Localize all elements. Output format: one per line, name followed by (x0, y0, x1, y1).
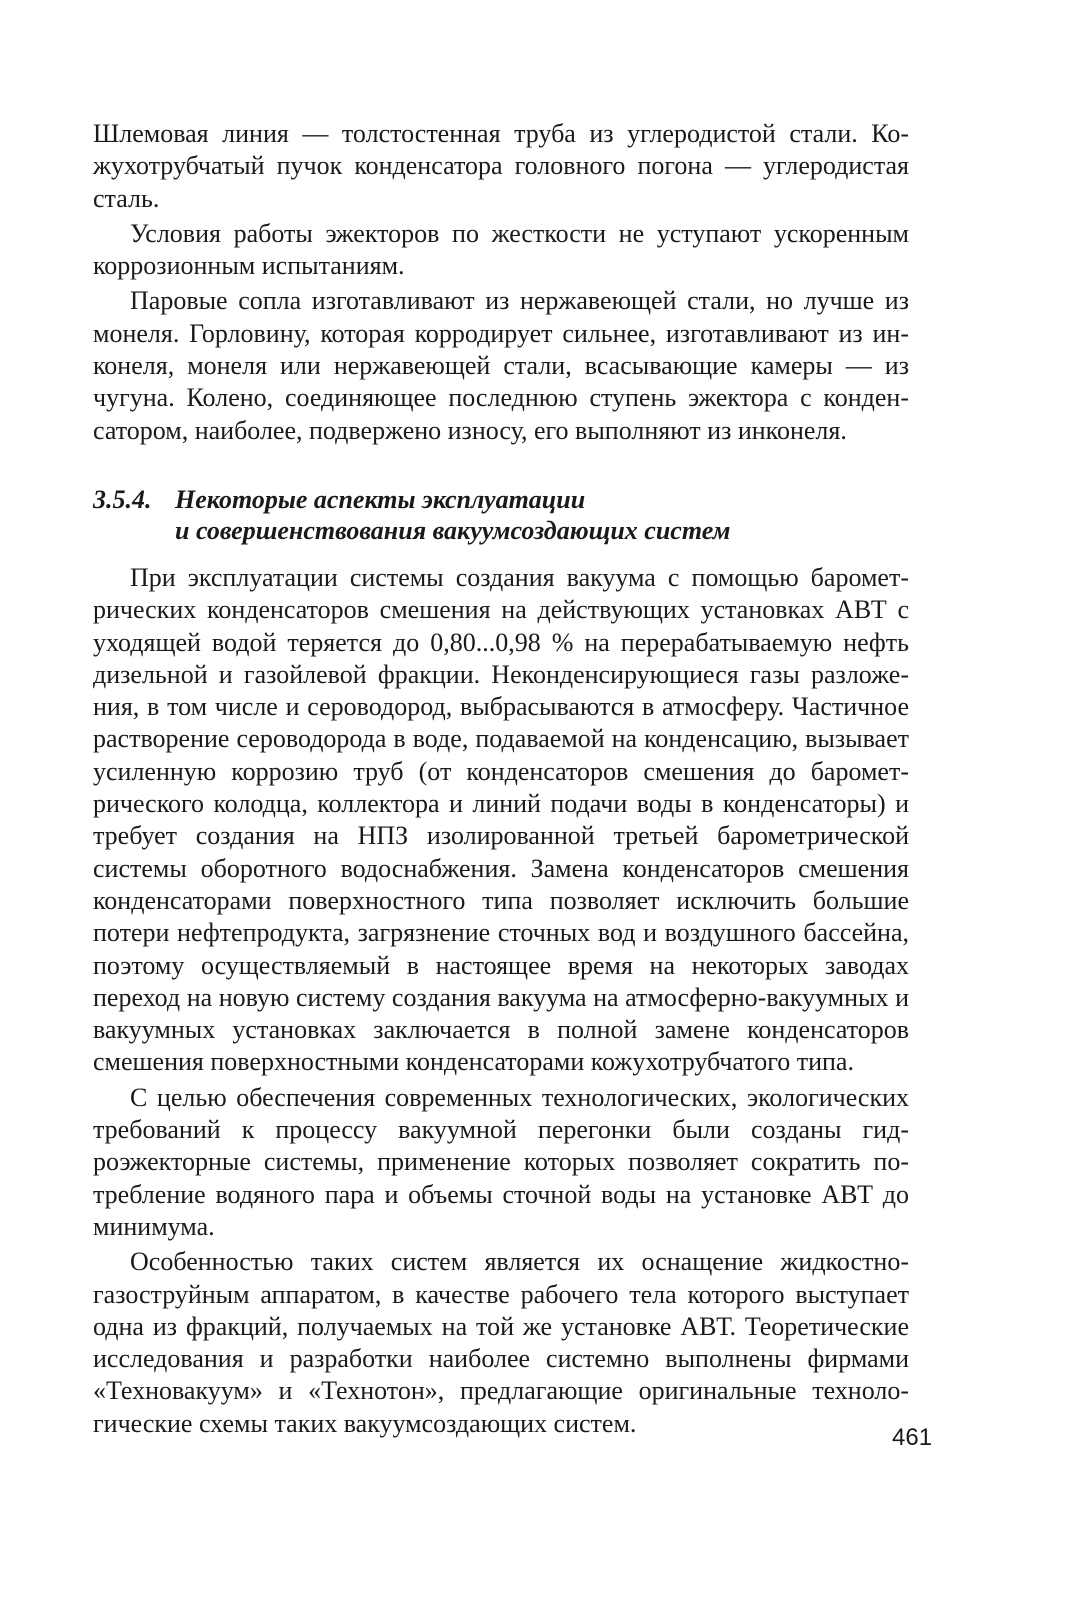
section-number: 3.5.4. (93, 484, 152, 514)
paragraph-helmet-line: Шлемовая линия — толстостенная труба из углеродистой стали. Кожухотрубчатый пучок конденсатора головного погона — углеродистая сталь. (93, 119, 909, 213)
paragraph-ejector-conditions: Условия работы эжекторов по жесткости не уступают ускоренным коррозионным испытаниям. (93, 218, 909, 281)
paragraph-system-features: Особенностью таких систем является их оснащение жидкостногазоструйным аппаратом, в качестве рабочего тела которого выступает одна из фракций, получаемых на той же установке АВТ. Теоретические исследования и разработки наиболее системно выполнены фирмами «Техновакуум» и «Технотон», предлагающие оригинальные технологические схемы таких вакуумсоздающих систем. (93, 1247, 909, 1438)
section-title: Некоторые аспекты эксплуатации и совершенствования вакуумсоздающих систем (175, 484, 731, 545)
page-number: 461 (892, 1424, 933, 1451)
section-heading (93, 484, 909, 546)
page-body (93, 118, 909, 1440)
paragraph-barometric-condensers: При эксплуатации системы создания вакуума с помощью барометрических конденсаторов смешения на действующих установках АВТ с уходящей водой теряется до 0,80...0,98 % на перерабатываемую нефть дизельной и газойлевой фракции. Неконденсирующиеся газы разложения, в том числе и сероводород, выбрасываются в атмосферу. Частичное растворение сероводорода в воде, подаваемой на конденсацию, вызывает усиленную коррозию труб (от конденсаторов смешения до барометрического колодца, коллектора и линий подачи воды в конденсаторы) и требует создания на НПЗ изолированной третьей барометрической системы оборотного водоснабжения. Замена конденсаторов смешения конденсаторами поверхностного типа позволяет исключить большие потери нефтепродукта, загрязнение сточных вод и воздушного бассейна, поэтому осуществляемый в настоящее время на некоторых заводах переход на новую систему создания вакуума на атмосферно-вакуумных и вакуумных установках заключается в полной замене конденсаторов смешения поверхностными конденсаторами кожухотрубчатого типа. (93, 562, 909, 1077)
paragraph-steam-nozzles: Паровые сопла изготавливают из нержавеющей стали, но лучше из монеля. Горловину, которая корродирует сильнее, изготавливают из инконеля, монеля или нержавеющей стали, всасывающие камеры — из чугуна. Колено, соединяющее последнюю ступень эжектора с конденсатором, наиболее, подвержено износу, его выполняют из инконеля. (93, 286, 909, 445)
paragraph-hydroejector-systems: С целью обеспечения современных технологических, экологических требований к процессу вакуумной перегонки были созданы гидроэжекторные системы, применение которых позволяет сократить потребление водяного пара и объемы сточной воды на установке АВТ до минимума. (93, 1082, 909, 1241)
